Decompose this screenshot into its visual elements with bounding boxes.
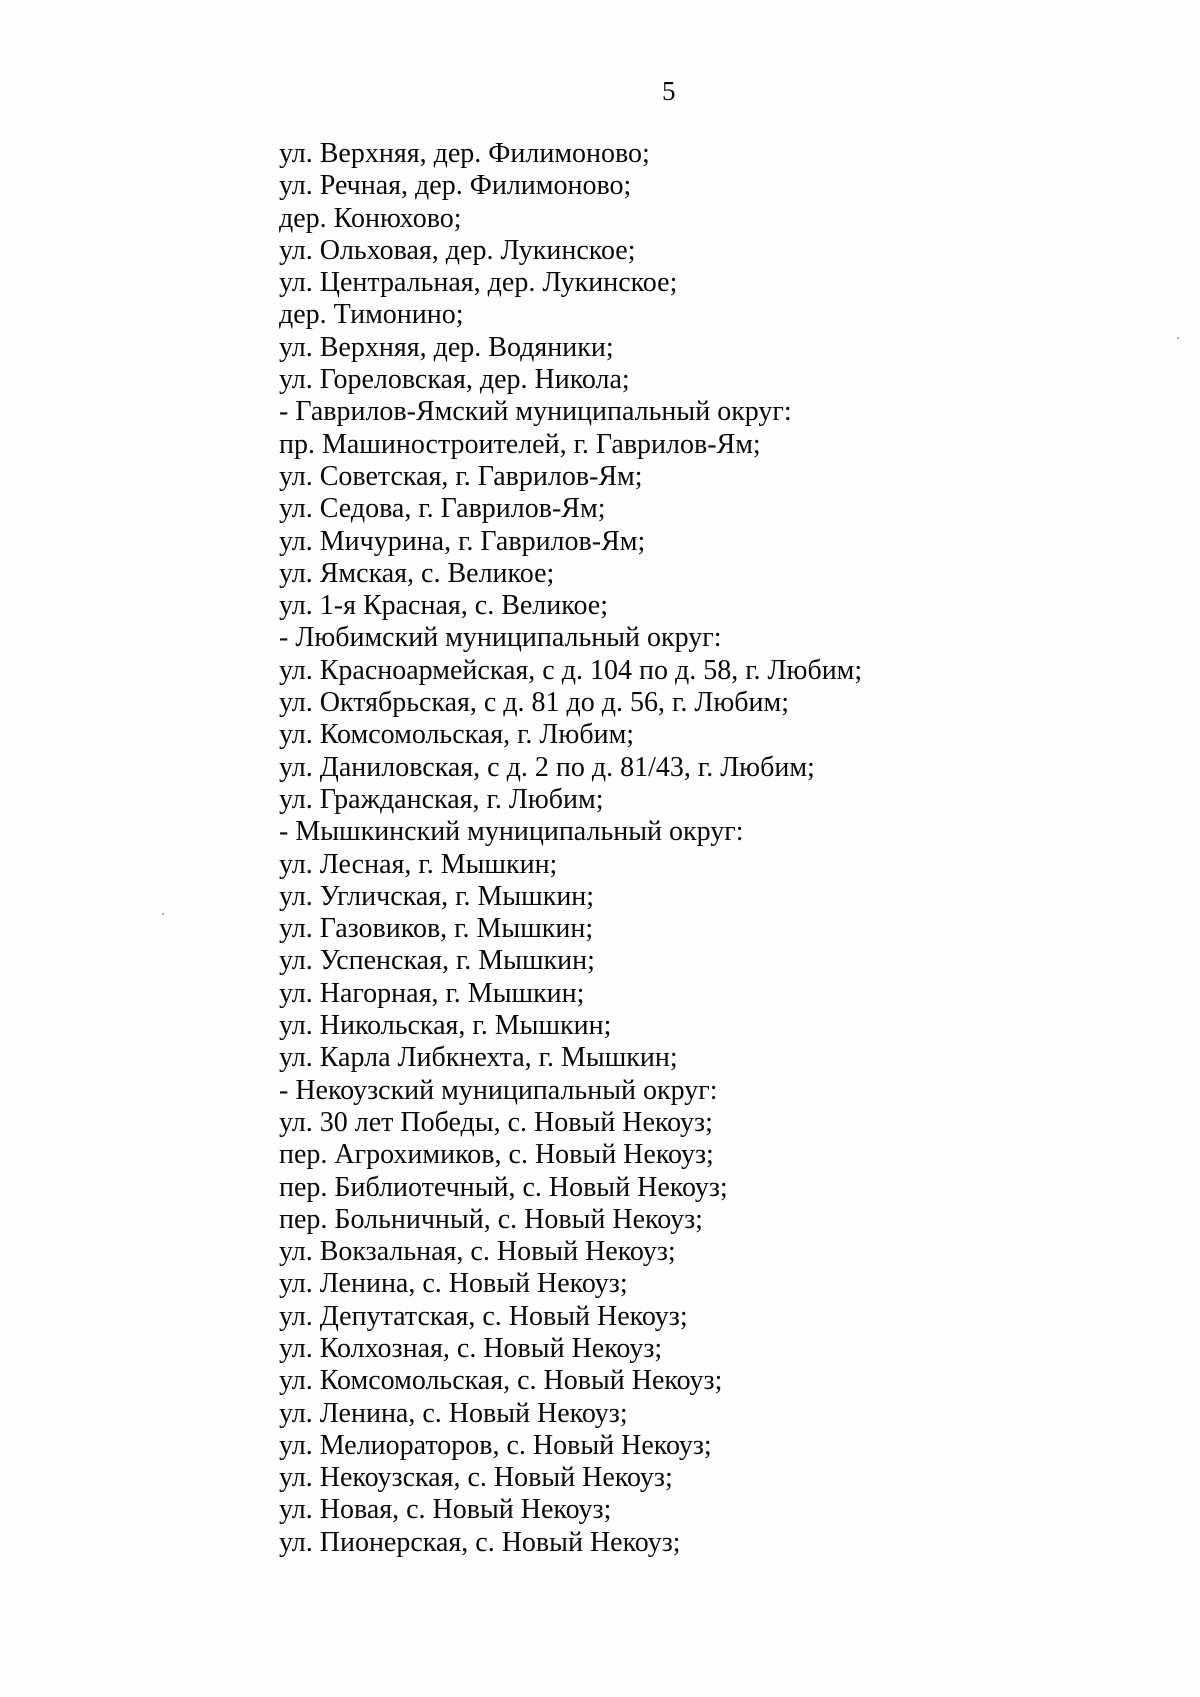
address-line: ул. Ольховая, дер. Лукинское; xyxy=(279,234,636,266)
address-line: ул. Комсомольская, с. Новый Некоуз; xyxy=(279,1365,723,1397)
scan-speck xyxy=(162,913,164,915)
address-line: ул. Успенская, г. Мышкин; xyxy=(279,945,595,977)
address-line: дер. Тимонино; xyxy=(279,299,464,331)
address-line: ул. Ленина, с. Новый Некоуз; xyxy=(279,1268,628,1300)
address-line: ул. Седова, г. Гаврилов-Ям; xyxy=(279,493,606,525)
address-line: ул. Вокзальная, с. Новый Некоуз; xyxy=(279,1236,676,1268)
address-line: ул. Гражданская, г. Любим; xyxy=(279,783,604,815)
address-line: ул. Лесная, г. Мышкин; xyxy=(279,848,558,880)
section-heading: - Некоузский муниципальный округ: xyxy=(279,1074,718,1106)
address-line: ул. Депутатская, с. Новый Некоуз; xyxy=(279,1300,688,1332)
section-heading: - Гаврилов-Ямский муниципальный округ: xyxy=(279,396,792,428)
address-line: пер. Больничный, с. Новый Некоуз; xyxy=(279,1203,703,1235)
address-line: ул. Гореловская, дер. Никола; xyxy=(279,364,630,396)
address-line: ул. Колхозная, с. Новый Некоуз; xyxy=(279,1332,663,1364)
address-line: ул. 30 лет Победы, с. Новый Некоуз; xyxy=(279,1106,713,1138)
scan-speck xyxy=(1177,337,1179,339)
section-heading: - Мышкинский муниципальный округ: xyxy=(279,816,744,848)
address-line: ул. Октябрьская, с д. 81 до д. 56, г. Любим; xyxy=(279,687,790,719)
address-line: ул. Новая, с. Новый Некоуз; xyxy=(279,1494,612,1526)
address-line: ул. Угличская, г. Мышкин; xyxy=(279,880,595,912)
address-line: ул. Центральная, дер. Лукинское; xyxy=(279,267,678,299)
address-line: ул. Никольская, г. Мышкин; xyxy=(279,1010,612,1042)
address-line: ул. Комсомольская, г. Любим; xyxy=(279,719,635,751)
address-line: ул. 1-я Красная, с. Великое; xyxy=(279,590,608,622)
address-line: ул. Красноармейская, с д. 104 по д. 58, г. Любим; xyxy=(279,654,863,686)
address-line: ул. Советская, г. Гаврилов-Ям; xyxy=(279,460,643,492)
address-line: ул. Некоузская, с. Новый Некоуз; xyxy=(279,1462,673,1494)
address-line: ул. Верхняя, дер. Водяники; xyxy=(279,331,614,363)
address-line: ул. Карла Либкнехта, г. Мышкин; xyxy=(279,1042,678,1074)
address-line: ул. Верхняя, дер. Филимоново; xyxy=(279,138,650,169)
address-line: ул. Ямская, с. Великое; xyxy=(279,557,555,589)
address-list xyxy=(279,138,862,1559)
page-number: 5 xyxy=(662,76,676,106)
address-line: ул. Мичурина, г. Гаврилов-Ям; xyxy=(279,525,646,557)
address-line: пр. Машиностроителей, г. Гаврилов-Ям; xyxy=(279,428,761,460)
address-line: ул. Нагорная, г. Мышкин; xyxy=(279,977,585,1009)
address-line: ул. Речная, дер. Филимоново; xyxy=(279,170,632,202)
address-line: пер. Агрохимиков, с. Новый Некоуз; xyxy=(279,1139,714,1171)
address-line: ул. Мелиораторов, с. Новый Некоуз; xyxy=(279,1429,712,1461)
address-line: ул. Даниловская, с д. 2 по д. 81/43, г. Любим; xyxy=(279,751,815,783)
section-heading: - Любимский муниципальный округ: xyxy=(279,622,722,654)
address-line: пер. Библиотечный, с. Новый Некоуз; xyxy=(279,1171,728,1203)
address-line: дер. Конюхово; xyxy=(279,202,462,234)
address-line: ул. Газовиков, г. Мышкин; xyxy=(279,913,594,945)
address-line: ул. Ленина, с. Новый Некоуз; xyxy=(279,1397,628,1429)
address-line: ул. Пионерская, с. Новый Некоуз; xyxy=(279,1526,681,1558)
